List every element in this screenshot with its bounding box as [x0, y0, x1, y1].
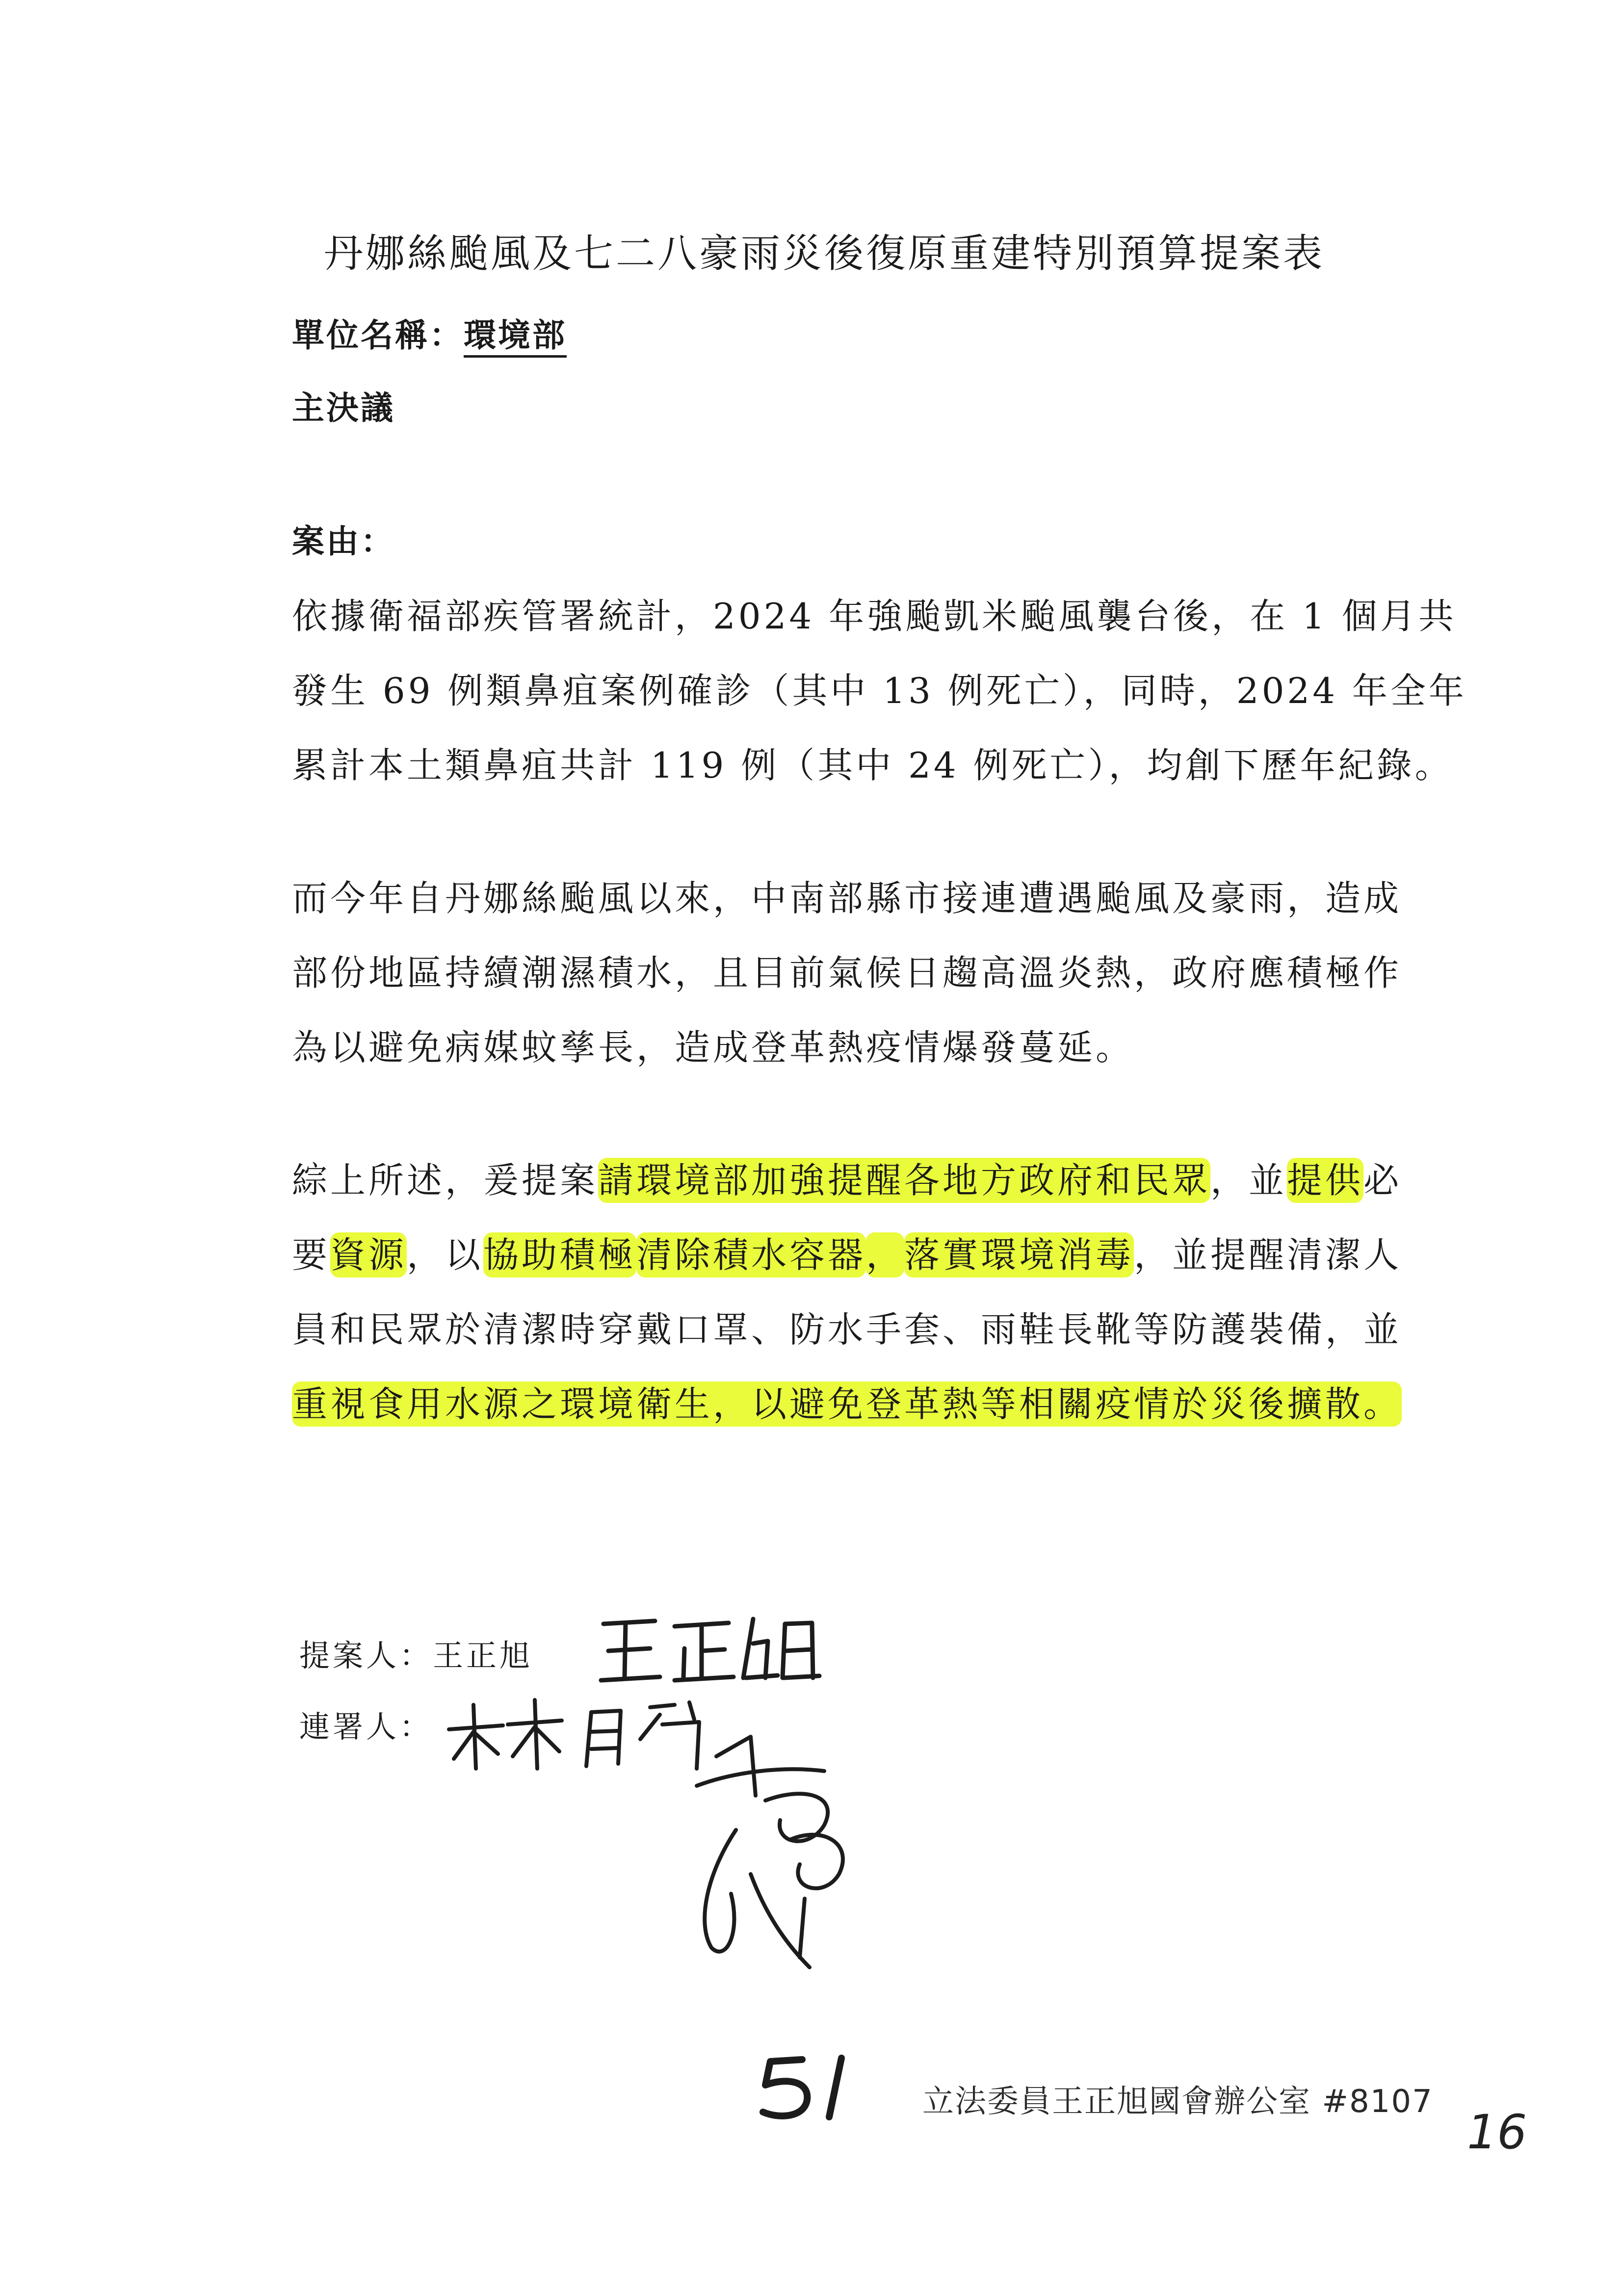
highlighted-text: 清除積水容器 — [636, 1232, 866, 1278]
paragraph1-line: 依據衛福部疾管署統計，2024 年強颱凱米颱風襲台後，在 1 個月共 — [292, 596, 1457, 637]
paragraph3-line — [292, 1376, 1402, 1427]
highlighted-text: 資源 — [330, 1232, 407, 1278]
paragraph1-line: 發生 69 例類鼻疽案例確診（其中 13 例死亡），同時，2024 年全年 — [292, 670, 1467, 711]
paragraph3-line — [292, 1226, 1402, 1278]
proposer-signature-handwritten — [596, 1604, 827, 1693]
unit-value: 環境部 — [464, 316, 567, 358]
handwritten-sheet-number: 16 — [1467, 2105, 1527, 2160]
paragraph2-line: 部份地區持續潮濕積水，且目前氣候日趨高溫炎熱，政府應積極作 — [292, 952, 1402, 993]
highlighted-text: ， — [866, 1232, 904, 1278]
highlighted-text: 重視食用水源之環境衛生，以避免登革熱等相關疫情於災後擴散。 — [292, 1382, 1402, 1427]
text-segment: 要 — [292, 1234, 331, 1276]
text-segment: 必 — [1363, 1160, 1402, 1201]
cosigner-label: 連署人： — [299, 1709, 433, 1745]
proposer-label: 提案人：王正旭 — [299, 1638, 533, 1673]
handwritten-page-number-51 — [756, 2051, 868, 2124]
resolution-label: 主決議 — [292, 389, 395, 427]
highlighted-text: 協助積極 — [483, 1232, 636, 1278]
unit-line — [292, 309, 567, 356]
paragraph2-line: 而今年自丹娜絲颱風以來，中南部縣市接連遭遇颱風及豪雨，造成 — [292, 878, 1402, 919]
text-segment: ，並提醒清潔人 — [1134, 1234, 1402, 1276]
paragraph1-line: 累計本土類鼻疽共計 119 例（其中 24 例死亡），均創下歷年紀錄。 — [292, 745, 1453, 786]
highlighted-text: 請環境部加強提醒各地方政府和民眾 — [598, 1158, 1210, 1203]
text-segment: 綜上所述，爰提案 — [292, 1160, 599, 1201]
paragraph3-line: 員和民眾於清潔時穿戴口罩、防水手套、雨鞋長靴等防護裝備，並 — [292, 1309, 1402, 1350]
paragraph2-line: 為以避免病媒蚊孳長，造成登革熱疫情爆發蔓延。 — [292, 1027, 1134, 1068]
cosigner-signature-handwritten — [677, 1727, 883, 1982]
highlighted-text: 落實環境消毒 — [904, 1232, 1134, 1278]
office-footer: 立法委員王正旭國會辦公室 #8107 — [922, 2084, 1433, 2120]
unit-label: 單位名稱： — [292, 316, 464, 354]
document-title: 丹娜絲颱風及七二八豪雨災後復原重建特別預算提案表 — [324, 231, 1325, 276]
text-segment: ，並 — [1210, 1160, 1287, 1201]
reason-label: 案由： — [292, 522, 395, 560]
highlighted-text: 提供 — [1287, 1158, 1363, 1203]
text-segment: ，以 — [407, 1234, 484, 1276]
paragraph3-line — [292, 1152, 1402, 1203]
